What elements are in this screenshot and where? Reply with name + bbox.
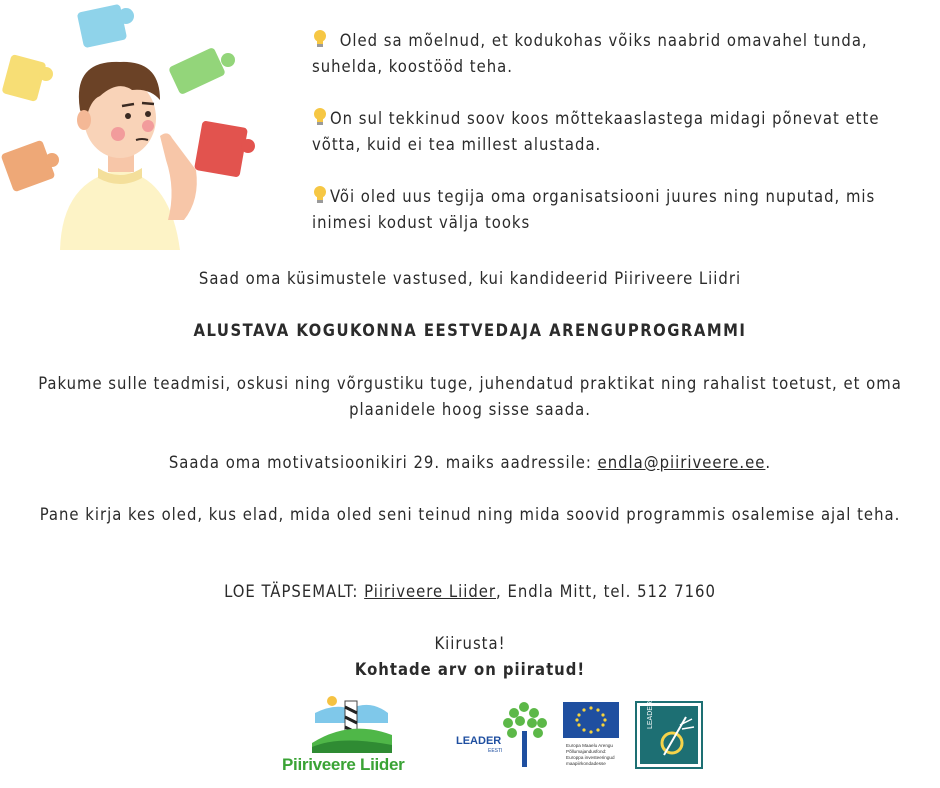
submit-line: Saada oma motivatsioonikiri 29. maiks aadressile: endla@piiriveere.ee.: [168, 453, 772, 472]
hurry-text: Kiirusta!: [434, 634, 506, 653]
eu-caption-line: Europpa investeeringud: [566, 755, 615, 760]
intro-paragraph: Või oled uus tegija oma organisatsiooni juures ning nuputad, mis inimesi kodust välja tooks: [312, 187, 876, 232]
leader-vertical-text: LEADER: [647, 700, 654, 729]
lightbulb-icon: [312, 107, 328, 127]
intro-paragraphs: [312, 28, 912, 262]
eu-flag-logo: [563, 702, 619, 766]
piiriveere-liider-link[interactable]: Piiriveere Liider: [364, 582, 497, 601]
puzzle-piece-yellow-icon: [1, 54, 53, 102]
leader-logo: [636, 701, 702, 768]
candidate-line: Saad oma küsimustele vastused, kui kandideerid Piiriveere Liidri: [198, 269, 742, 288]
thinking-person-illustration: [0, 0, 260, 250]
lightbulb-icon: [312, 185, 328, 205]
leader-eesti-logo: [456, 702, 547, 767]
eu-caption-line: Põllumajandusfond:: [566, 749, 607, 754]
piiriveere-liider-logo: [312, 696, 392, 753]
more-info-line: LOE TÄPSEMALT: Piiriveere Liider, Endla Mitt, tel. 512 7160: [224, 582, 716, 601]
leader-eesti-text: LEADER: [456, 735, 502, 747]
hurry-block: [0, 631, 940, 683]
piiriveere-liider-logo-text: Piiriveere Liider: [282, 755, 405, 774]
eu-caption-line: maapiirkondadesse: [566, 761, 606, 766]
puzzle-piece-red-icon: [194, 120, 255, 177]
leader-eesti-sub: EESTI: [488, 748, 503, 754]
lightbulb-icon: [312, 29, 328, 49]
intro-paragraph: On sul tekkinud soov koos mõttekaaslastega midagi põnevat ette võtta, kuid ei tea millest alustada.: [312, 109, 880, 154]
puzzle-piece-blue-icon: [77, 4, 134, 48]
email-link[interactable]: endla@piiriveere.ee: [597, 453, 766, 472]
eu-caption-line: Europa Maaelu Arengu: [566, 743, 613, 748]
offer-text: Pakume sulle teadmisi, oskusi ning võrgustiku tuge, juhendatud praktikat ning rahalist toetust, et oma plaanidele hoog sisse saada.: [38, 374, 902, 419]
puzzle-piece-green-icon: [168, 47, 235, 95]
limited-text: Kohtade arv on piiratud!: [354, 660, 586, 679]
sponsor-logos: [0, 695, 940, 785]
intro-paragraph: Oled sa mõelnud, et kodukohas võiks naabrid omavahel tunda, suhelda, koostööd teha.: [312, 31, 868, 76]
write-text: Pane kirja kes oled, kus elad, mida oled seni teinud ning mida soovid programmis osalemise ajal teha.: [39, 505, 901, 524]
program-title: ALUSTAVA KOGUKONNA EESTVEDAJA ARENGUPROGRAMMI: [193, 321, 747, 340]
puzzle-piece-orange-icon: [0, 140, 59, 193]
